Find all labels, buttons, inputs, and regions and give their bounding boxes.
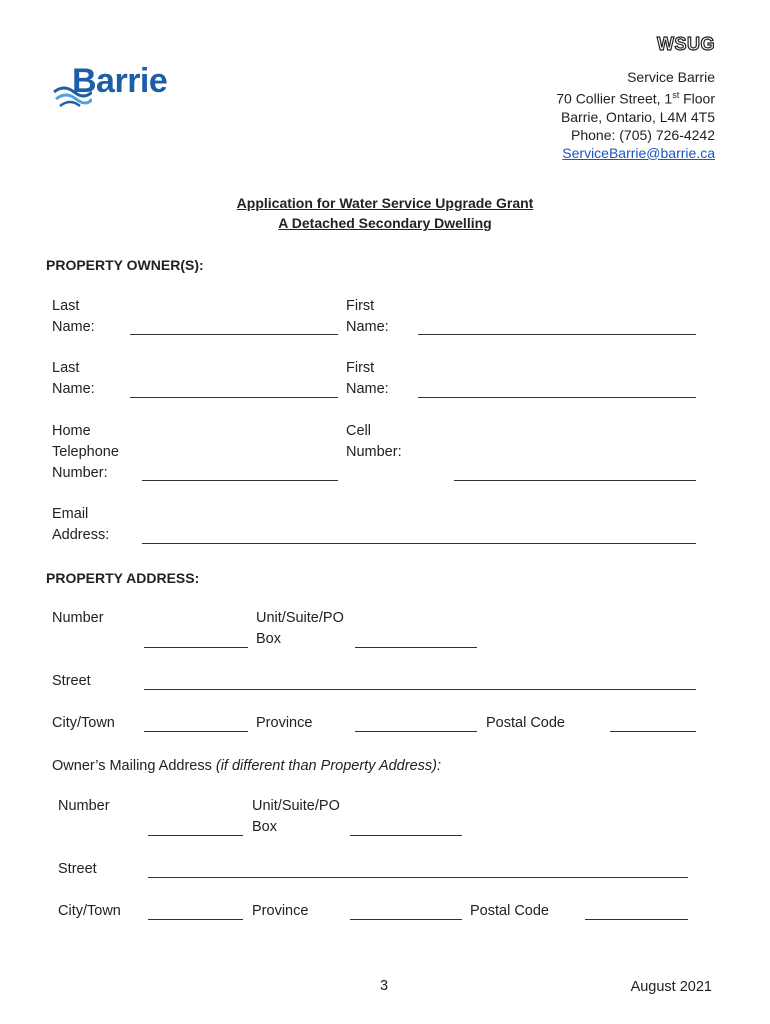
province-field[interactable] xyxy=(355,731,477,732)
contact-block xyxy=(556,68,715,162)
footer-date: August 2021 xyxy=(630,979,712,995)
mailing-unit-label: Unit/Suite/PO Box xyxy=(252,798,340,835)
form-subtitle: A Detached Secondary Dwelling xyxy=(278,215,492,231)
postal-label: Postal Code xyxy=(486,715,565,731)
mailing-province-label: Province xyxy=(252,903,309,919)
mailing-street-field[interactable] xyxy=(148,877,688,878)
province-label: Province xyxy=(256,715,313,731)
street-label: Street xyxy=(52,673,91,689)
mailing-city-label: City/Town xyxy=(58,903,121,919)
first-name-field-1[interactable] xyxy=(418,334,696,335)
mailing-unit-field[interactable] xyxy=(350,835,462,836)
form-code: WSUG xyxy=(657,34,715,54)
unit-field[interactable] xyxy=(355,647,477,648)
first-name-field-2[interactable] xyxy=(418,397,696,398)
mailing-postal-field[interactable] xyxy=(585,919,688,920)
mailing-postal-label: Postal Code xyxy=(470,903,549,919)
contact-city: Barrie, Ontario, L4M 4T5 xyxy=(560,108,715,125)
form-title: Application for Water Service Upgrade Grant xyxy=(236,195,534,211)
mailing-city-field[interactable] xyxy=(148,919,243,920)
number-label: Number xyxy=(52,610,104,626)
mailing-province-field[interactable] xyxy=(350,919,462,920)
contact-email-link[interactable]: ServiceBarrie@barrie.ca xyxy=(562,144,715,161)
contact-street: 70 Collier Street, 1st Floor xyxy=(556,90,715,107)
mailing-intro: Owner’s Mailing Address (if different than Property Address): xyxy=(52,758,441,774)
home-phone-label: Home Telephone Number: xyxy=(52,423,119,481)
last-name-field-2[interactable] xyxy=(130,397,338,398)
contact-phone: Phone: (705) 726-4242 xyxy=(571,126,715,143)
logo-text: Barrie xyxy=(72,62,168,100)
unit-label: Unit/Suite/PO Box xyxy=(256,610,344,647)
first-name-label-1: First Name: xyxy=(346,298,389,335)
address-heading: PROPERTY ADDRESS: xyxy=(46,570,200,586)
email-field[interactable] xyxy=(142,543,696,544)
city-label: City/Town xyxy=(52,715,115,731)
mailing-number-field[interactable] xyxy=(148,835,243,836)
street-field[interactable] xyxy=(144,689,696,690)
city-field[interactable] xyxy=(144,731,248,732)
barrie-logo xyxy=(52,62,182,112)
owners-heading: PROPERTY OWNER(S): xyxy=(46,257,204,273)
last-name-field-1[interactable] xyxy=(130,334,338,335)
contact-office: Service Barrie xyxy=(627,69,715,85)
first-name-label-2: First Name: xyxy=(346,360,389,397)
number-field[interactable] xyxy=(144,647,248,648)
last-name-label-2: Last Name: xyxy=(52,360,95,397)
cell-label: Cell Number: xyxy=(346,423,402,460)
mailing-number-label: Number xyxy=(58,798,110,814)
postal-field[interactable] xyxy=(610,731,696,732)
email-label: Email Address: xyxy=(52,506,110,543)
last-name-label-1: Last Name: xyxy=(52,298,95,335)
mailing-street-label: Street xyxy=(58,861,97,877)
page-number: 3 xyxy=(380,978,389,994)
home-phone-field[interactable] xyxy=(142,480,338,481)
cell-field[interactable] xyxy=(454,480,696,481)
